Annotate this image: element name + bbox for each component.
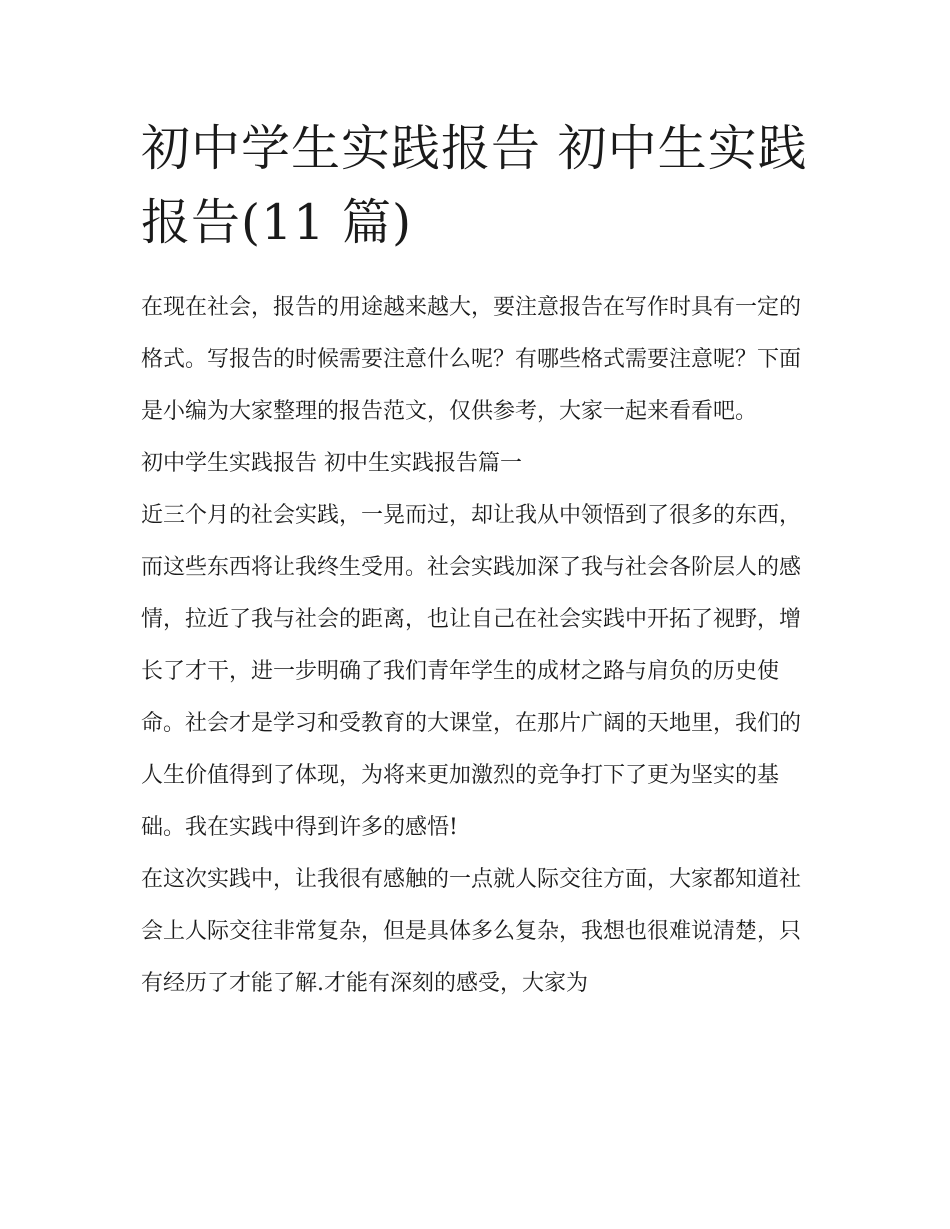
body-paragraph-1: 近三个月的社会实践，一晃而过，却让我从中领悟到了很多的东西，而这些东西将让我终生受用。社会实践加深了我与社会各阶层人的感情，拉近了我与社会的距离，也让自己在社会实践中开拓了视野，增长了才干，进一步明确了我们青年学生的成材之路与肩负的历史使命。社会才是学习和受教育的大课堂，在那片广阔的天地里，我们的人生价值得到了体现，为将来更加激烈的竞争打下了更为坚实的基础。我在实践中得到许多的感悟! [141,503,802,840]
document-content [141,112,813,1010]
intro-paragraph: 在现在社会，报告的用途越来越大，要注意报告在写作时具有一定的格式。写报告的时候需要注意什么呢？有哪些格式需要注意呢？下面是小编为大家整理的报告范文，仅供参考，大家一起来看看吧。 [141,295,802,424]
section-heading: 初中学生实践报告 初中生实践报告篇一 [141,451,522,476]
document-title: 初中学生实践报告 初中生实践报告(11 篇) [141,120,808,251]
document-body [141,282,813,1010]
body-paragraph-2: 在这次实践中，让我很有感触的一点就人际交往方面，大家都知道社会上人际交往非常复杂，但是具体多么复杂，我想也很难说清楚，只有经历了才能了解.才能有深刻的感受，大家为 [141,867,802,996]
